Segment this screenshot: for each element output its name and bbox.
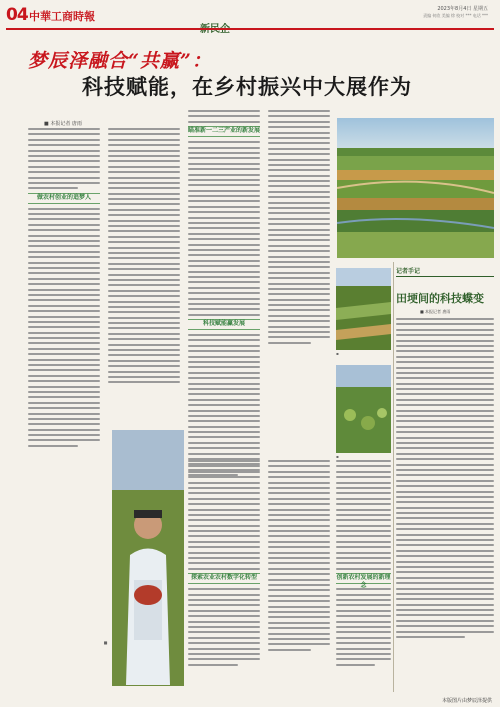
crop-image-2 xyxy=(336,365,391,453)
column-4 xyxy=(268,110,330,347)
newspaper-name: 中華工商時報 xyxy=(29,10,95,23)
crop-photo-2 xyxy=(336,365,391,453)
photo-credit-note: 本版图片由梦辰泽提供 xyxy=(441,698,492,704)
sidebar-rule xyxy=(396,276,494,277)
portrait-image xyxy=(112,430,184,686)
subhead-3: 科技赋能赢发展 xyxy=(188,319,260,330)
page-number: 04 xyxy=(6,5,28,25)
farmland-photo xyxy=(337,118,494,258)
crop-image-1 xyxy=(336,268,391,350)
sidebar-tag: 记者手记 xyxy=(396,268,421,275)
farmland-aerial-image xyxy=(337,118,494,258)
article-byline: ■ 本报记者 唐雨 xyxy=(44,121,82,127)
column-3 xyxy=(188,110,260,480)
subhead-5: 创新农村发展的新理念 xyxy=(336,574,391,590)
column-2 xyxy=(108,128,180,387)
header-rule xyxy=(6,28,494,30)
column-5-lower xyxy=(336,460,391,669)
portrait-caption: ■ xyxy=(103,640,108,645)
editor-credits: 责编 何欣 美编 徐 校对 *** 电话 *** xyxy=(423,13,488,18)
farmer-portrait-photo xyxy=(112,430,184,686)
sidebar-title: 田埂间的科技蝶变 xyxy=(396,292,484,305)
sidebar-text xyxy=(396,318,494,641)
column-1 xyxy=(28,128,100,450)
article-headline: 科技赋能，在乡村振兴中大展作为 xyxy=(82,74,412,99)
column-4-lower xyxy=(268,460,330,654)
column-3-lower xyxy=(188,460,260,669)
sidebar-divider xyxy=(393,262,394,692)
sidebar-byline: ■ 本报记者 唐雨 xyxy=(420,309,451,314)
article-kicker: 梦辰泽融合“共赢”： xyxy=(28,50,212,72)
crop-photo-1-caption: ▪ xyxy=(336,351,339,356)
subhead-4: 探索农业农村数字化转型 xyxy=(188,573,260,584)
issue-date: 2023年8月4日 星期五 xyxy=(437,6,488,12)
subhead-2: 瞄准新一二三产业的新发展 xyxy=(188,126,260,137)
crop-photo-2-caption: ▪ xyxy=(336,454,339,459)
crop-photo-1 xyxy=(336,268,391,350)
subhead-1: 做农村创业的追梦人 xyxy=(28,193,100,204)
